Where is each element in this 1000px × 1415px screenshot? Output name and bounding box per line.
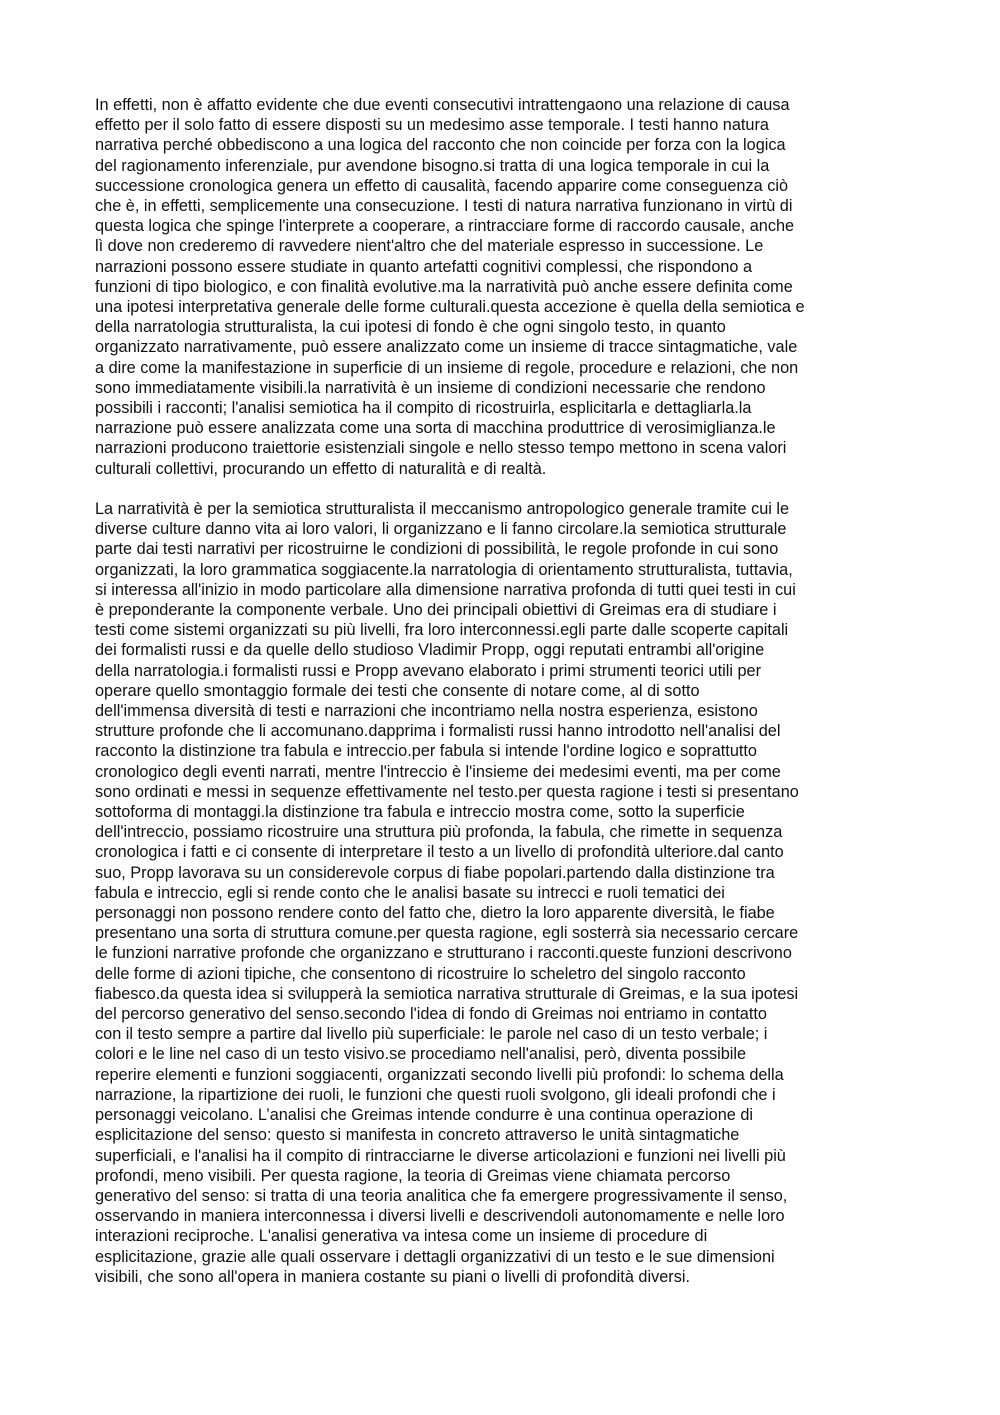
paragraph-2-line: dei formalisti russi e da quelle dello studioso Vladimir Propp, oggi reputati entrambi all'origine <box>95 641 765 660</box>
paragraph-2-line: visibili, che sono all'opera in maniera costante su piani o livelli di profondità diversi. <box>95 1267 690 1286</box>
paragraph-1-line: narrazioni producono traiettorie esistenziali singole e nello stesso tempo mettono in scena valori <box>95 439 787 458</box>
paragraph-2-line: generativo del senso: si tratta di una teoria analitica che fa emergere progressivamente il senso, <box>95 1186 788 1205</box>
paragraph-2-line: si interessa all'inizio in modo particolare alla dimensione narrativa profonda di tutti quei testi in cui <box>95 580 796 599</box>
paragraph-2-line: narrazione, la ripartizione dei ruoli, le funzioni che questi ruoli svolgono, gli ideali profondi che i <box>95 1085 776 1104</box>
paragraph-2-line: cronologico degli eventi narrati, mentre l'intreccio è l'insieme dei medesimi eventi, ma per come <box>95 762 781 781</box>
paragraph-1-line: possibili i racconti; l'analisi semiotica ha il compito di ricostruirla, esplicitarla e dettagliarla.la <box>95 399 752 418</box>
paragraph-2-line: esplicitazione, grazie alle quali osservare i dettagli organizzativi di un testo e le sue dimensioni <box>95 1247 775 1266</box>
paragraph-2-line: strutture profonde che li accomunano.dapprima i formalisti russi hanno introdotto nell'analisi del <box>95 722 781 741</box>
paragraph-2-line: organizzati, la loro grammatica soggiacente.la narratologia di orientamento strutturalista, tuttavia, <box>95 560 793 579</box>
paragraph-2-line: suo, Propp lavorava su un considerevole corpus di fiabe popolari.partendo dalla distinzione tra <box>95 863 775 882</box>
paragraph-2-line: profondi, meno visibili. Per questa ragione, la teoria di Greimas viene chiamata percorso <box>95 1166 731 1185</box>
paragraph-1-line: sono immediatamente visibili.la narratività è un insieme di condizioni necessarie che rendono <box>95 378 766 397</box>
paragraph-2-line: esplicitazione del senso: questo si manifesta in concreto attraverso le unità sintagmatiche <box>95 1126 740 1145</box>
paragraph-2-line: presentano una sorta di struttura comune.per questa ragione, egli sosterrà sia necessario cercare <box>95 924 799 943</box>
paragraph-1-line: che è, in effetti, semplicemente una consecuzione. I testi di natura narrativa funzionano in virtù di <box>95 197 793 216</box>
paragraph-1-line: della narratologia strutturalista, la cui ipotesi di fondo è che ogni singolo testo, in quanto <box>95 318 726 337</box>
paragraph-2-line: parte dai testi narrativi per ricostruirne le condizioni di possibilità, le regole profonde in cui sono <box>95 540 779 559</box>
paragraph-1-line: organizzato narrativamente, può essere analizzato come un insieme di tracce sintagmatiche, vale <box>95 338 798 357</box>
paragraph-2-line: dell'intreccio, possiamo ricostruire una struttura più profonda, la fabula, che rimette in sequenza <box>95 823 783 842</box>
paragraph-1-line: narrativa perché obbediscono a una logica del racconto che non coincide per forza con la logica <box>95 136 786 155</box>
paragraph-2-line: del percorso generativo del senso.secondo l'idea di fondo di Greimas noi entriamo in contatto <box>95 1005 767 1024</box>
paragraph-2-line: della narratologia.i formalisti russi e Propp avevano elaborato i primi strumenti teorici utili per <box>95 661 762 680</box>
paragraph-1-line: lì dove non crederemo di ravvedere nient'altro che del materiale espresso in successione. Le <box>95 237 764 256</box>
paragraph-2-line: racconto la distinzione tra fabula e intreccio.per fabula si intende l'ordine logico e soprattutto <box>95 742 757 761</box>
paragraph-2-line: colori e le line nel caso di un testo visivo.se procediamo nell'analisi, però, diventa possibile <box>95 1045 747 1064</box>
paragraph-2-line: personaggi non possono rendere conto del fatto che, dietro la loro apparente diversità, le fiabe <box>95 904 775 923</box>
paragraph-2-line: La narratività è per la semiotica strutturalista il meccanismo antropologico generale tramite cui le <box>95 500 790 518</box>
paragraph-1-line: una ipotesi interpretativa generale delle forme culturali.questa accezione è quella della semiotica e <box>95 298 805 317</box>
paragraph-1-line: narrazioni possono essere studiate in quanto artefatti cognitivi complessi, che rispondono a <box>95 257 753 276</box>
paragraph-1-line: questa logica che spinge l'interprete a cooperare, a rintracciare forme di raccordo causale, anche <box>95 217 795 236</box>
paragraph-2-line: sottoforma di montaggi.la distinzione tra fabula e intreccio mostra come, sotto la superficie <box>95 803 745 822</box>
paragraph-1-line: In effetti, non è affatto evidente che due eventi consecutivi intrattengaono una relazione di causa <box>95 96 790 114</box>
paragraph-1-line: del ragionamento inferenziale, pur avendone bisogno.si tratta di una logica temporale in cui la <box>95 156 770 175</box>
paragraph-2 <box>95 499 925 1287</box>
paragraph-2-line: fabula e intreccio, egli si rende conto che le analisi basate su intrecci e ruoli tematici dei <box>95 883 725 902</box>
paragraph-2-line: interazioni reciproche. L'analisi generativa va intesa come un insieme di procedure di <box>95 1227 708 1246</box>
paragraph-2-line: con il testo sempre a partire dal livello più superficiale: le parole nel caso di un testo verbale; i <box>95 1025 768 1044</box>
paragraph-2-line: delle forme di azioni tipiche, che consentono di ricostruire lo scheletro del singolo racconto <box>95 964 746 983</box>
paragraph-2-line: operare quello smontaggio formale dei testi che consente di notare come, al di sotto <box>95 681 700 700</box>
paragraph-2-line: fiabesco.da questa idea si svilupperà la semiotica narrativa strutturale di Greimas, e la sua ipotesi <box>95 984 799 1003</box>
paragraph-2-line: reperire elementi e funzioni soggiacenti, organizzati secondo livelli più profondi: lo schema della <box>95 1065 784 1084</box>
paragraph-1-line: effetto per il solo fatto di essere disposti su un medesimo asse temporale. I testi hanno natura <box>95 116 769 135</box>
paragraph-1-line: culturali collettivi, procurando un effetto di naturalità e di realtà. <box>95 459 547 478</box>
paragraph-1-line: funzioni di tipo biologico, e con finalità evolutive.ma la narratività può anche essere definita come <box>95 277 793 296</box>
paragraph-1-line: successione cronologica genera un effetto di causalità, facendo apparire come conseguenza ciò <box>95 176 789 195</box>
paragraph-1-line: narrazione può essere analizzata come una sorta di macchina produttrice di verosimiglianza.le <box>95 419 776 438</box>
paragraph-2-line: dell'immensa diversità di testi e narrazioni che incontriamo nella nostra esperienza, esistono <box>95 702 758 721</box>
paragraph-2-line: osservando in maniera interconnessa i diversi livelli e descrivendoli autonomamente e nelle loro <box>95 1207 785 1226</box>
paragraph-2-line: personaggi veicolano. L’analisi che Greimas intende condurre è una continua operazione di <box>95 1106 754 1125</box>
paragraph-2-line: diverse culture danno vita ai loro valori, li organizzano e li fanno circolare.la semiotica strutturale <box>95 520 787 539</box>
paragraph-2-line: testi come sistemi organizzati su più livelli, fra loro interconnessi.egli parte dalle scoperte capitali <box>95 621 789 640</box>
paragraph-2-line: cronologica i fatti e ci consente di interpretare il testo a un livello di profondità ulteriore.dal canto <box>95 843 784 862</box>
paragraph-2-line: superficiali, e l'analisi ha il compito di rintracciarne le diverse articolazioni e funzioni nei livelli più <box>95 1146 786 1165</box>
paragraph-1-line: a dire come la manifestazione in superficie di un insieme di regole, procedure e relazioni, che non <box>95 358 799 377</box>
paragraph-1 <box>95 95 925 479</box>
paragraph-2-line: sono ordinati e messi in sequenze effettivamente nel testo.per questa ragione i testi si presentano <box>95 782 799 801</box>
paragraph-2-line: è preponderante la componente verbale. Uno dei principali obiettivi di Greimas era di studiare i <box>95 601 777 620</box>
paragraph-2-line: le funzioni narrative profonde che organizzano e strutturano i racconti.queste funzioni descrivono <box>95 944 792 963</box>
